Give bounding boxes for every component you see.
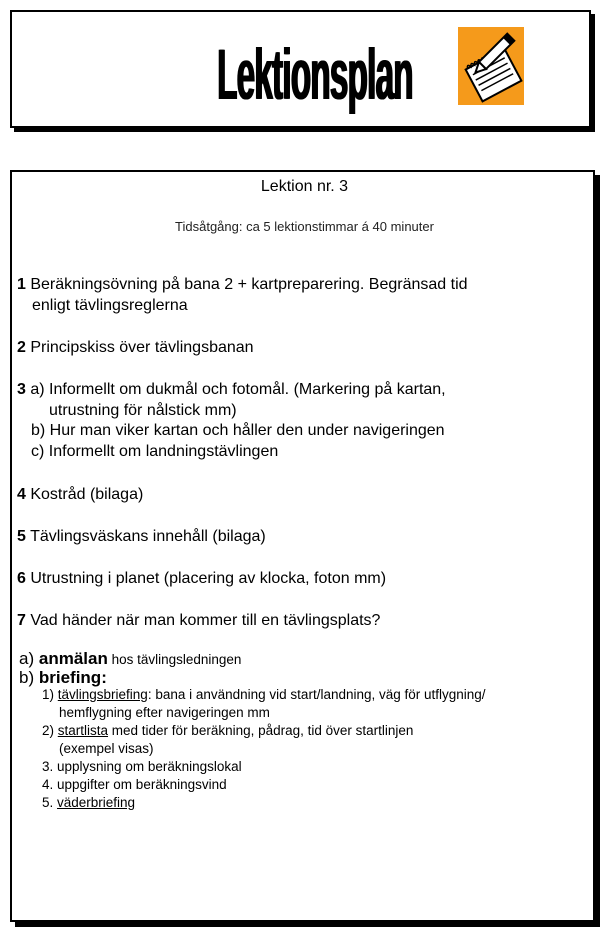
header-box bbox=[10, 10, 591, 128]
lesson-title: Lektion nr. 3 bbox=[260, 178, 349, 195]
list-item: 7 Vad händer när man kommer till en tävlingsplats? bbox=[17, 612, 381, 629]
list-item: 6 Utrustning i planet (placering av klocka, foton mm) bbox=[17, 570, 387, 587]
briefing-line: b) briefing: bbox=[19, 668, 107, 687]
list-item: 5 Tävlingsväskans innehåll (bilaga) bbox=[17, 528, 266, 545]
lesson-plan-box bbox=[10, 170, 595, 922]
notepad-pencil-icon bbox=[458, 27, 524, 105]
briefing-list: 1) tävlingsbriefing: bana i användning vid start/landning, väg för utflygning/ hemflygning efter navigeringen mm 2) startlista med tider för beräkning, pådrag, tid över startlinjen (exempel visas) 3. upplysning om beräkningslokal 4. uppgifter om beräkningsvind 5. väderbriefing bbox=[42, 686, 582, 812]
section7-details bbox=[17, 650, 582, 687]
list-item: 4 Kostråd (bilaga) bbox=[17, 486, 144, 503]
list-item: 3 a) Informellt om dukmål och fotomål. (Markering på kartan, utrustning för nålstick mm) b) Hur man viker kartan och håller den under navigeringen c) Informellt om landningstävlingen bbox=[17, 381, 446, 460]
page-title: Lektionsplan bbox=[217, 33, 413, 115]
list-item: 1) tävlingsbriefing: bana i användning vid start/landning, väg för utflygning/ bbox=[42, 687, 486, 702]
time-note: Tidsåtgång: ca 5 lektionstimmar á 40 minuter bbox=[175, 219, 434, 234]
registration-line: a) anmälan hos tävlingsledningen bbox=[19, 649, 242, 668]
list-item: 4. uppgifter om beräkningsvind bbox=[42, 777, 227, 792]
list-item: 2 Principskiss över tävlingsbanan bbox=[17, 339, 254, 356]
list-item: 5. väderbriefing bbox=[42, 795, 136, 810]
list-item: 2) startlista med tider för beräkning, pådrag, tid över startlinjen bbox=[42, 723, 414, 738]
list-item: 3. upplysning om beräkningslokal bbox=[42, 759, 242, 774]
startlist-link[interactable]: startlista bbox=[57, 723, 109, 738]
briefing-link[interactable]: tävlingsbriefing bbox=[57, 687, 148, 702]
weather-briefing-link[interactable]: väderbriefing bbox=[57, 795, 136, 810]
list-item: 1 Beräkningsövning på bana 2 + kartpreparering. Begränsad tid enligt tävlingsreglerna bbox=[17, 276, 468, 314]
